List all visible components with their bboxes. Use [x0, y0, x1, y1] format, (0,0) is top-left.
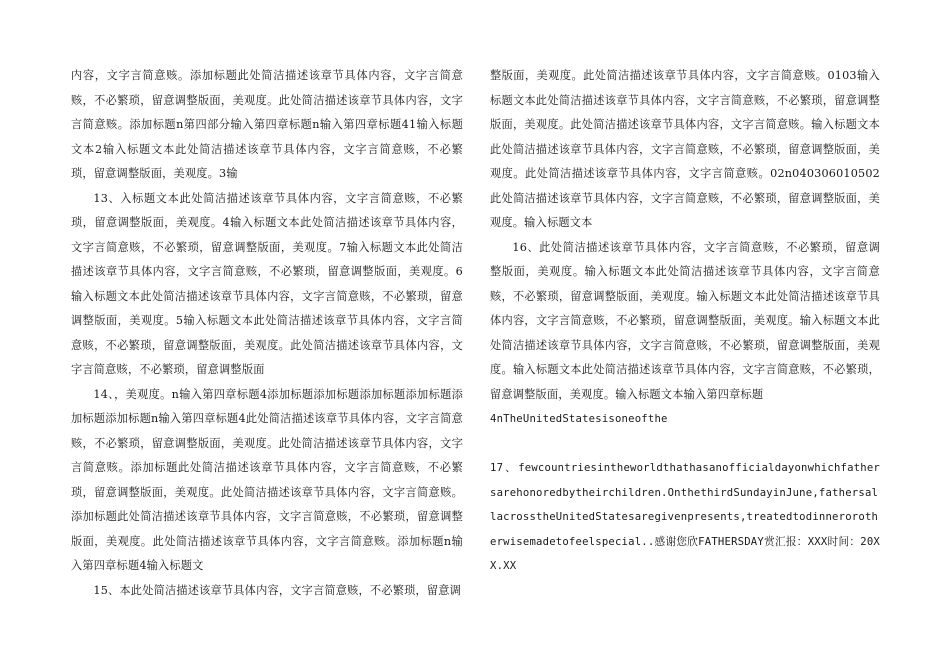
- right-text-column: [490, 64, 880, 579]
- left-paragraph-continuation: 内容，文字言简意赅。添加标题此处简洁描述该章节具体内容，文字言简意赅，不必繁琐，留意调整版面，美观度。此处简洁描述该章节具体内容，文字言简意赅。添加标题n第四部分输入第四章标题n输入第四章标题41输入标题文本2输入标题文本此处简洁描述该章节具体内容，文字言简意赅，不必繁琐，留意调整版面，美观度。3输: [71, 69, 463, 180]
- left-paragraph-13: 13、入标题文本此处简洁描述该章节具体内容，文字言简意赅，不必繁琐，留意调整版面，美观度。4输入标题文本此处简洁描述该章节具体内容，文字言简意赅，不必繁琐，留意调整版面，美观度。7输入标题文本此处简洁描述该章节具体内容，文字言简意赅，不必繁琐，留意调整版面，美观度。6输入标题文本此处简洁描述该章节具体内容，文字言简意赅，不必繁琐，留意调整版面，美观度。5输入标题文本此处简洁描述该章节具体内容，文字言简意赅，不必繁琐，留意调整版面，美观度。此处简洁描述该章节具体内容，文字言简意赅，不必繁琐，留意调整版面: [71, 191, 463, 376]
- right-english-line: 4nTheUnitedStatesisoneofthe: [490, 413, 668, 425]
- left-paragraph-15: 15、本此处简洁描述该章节具体内容，文字言简意赅，不必繁琐，留意调: [93, 583, 462, 597]
- paragraph-spacer: [490, 432, 880, 457]
- right-paragraph-17: 17、fewcountriesintheworldthathasanofficialdayonwhichfathersarehonoredbytheirchildren.OnthethirdSundayinJune,fathersallacrosstheUnitedStatesaregivenpresents,treatedtodinnerorotherwisemadetofeelspecial..感谢您欣FATHERSDAY赏汇报：XXX时间：20XX.XX: [490, 462, 880, 572]
- right-paragraph-continuation: 整版面，美观度。此处简洁描述该章节具体内容，文字言简意赅。0103输入标题文本此处简洁描述该章节具体内容，文字言简意赅，不必繁琐，留意调整版面，美观度。此处简洁描述该章节具体内容，文字言简意赅。输入标题文本此处简洁描述该章节具体内容，文字言简意赅，不必繁琐，留意调整版面，美观度。此处简洁描述该章节具体内容，文字言简意赅。02n040306010502此处简洁描述该章节具体内容，文字言简意赅，不必繁琐，留意调整版面，美观度。输入标题文本: [490, 69, 880, 229]
- right-paragraph-16: 16、此处简洁描述该章节具体内容，文字言简意赅，不必繁琐，留意调整版面，美观度。输入标题文本此处简洁描述该章节具体内容，文字言简意赅，不必繁琐，留意调整版面，美观度。输入标题文本此处简洁描述该章节具体内容，文字言简意赅，不必繁琐，留意调整版面，美观度。输入标题文本此处简洁描述该章节具体内容，文字言简意赅，不必繁琐，留意调整版面，美观度。输入标题文本此处简洁描述该章节具体内容，文字言简意赅，不必繁琐，留意调整版面，美观度。输入标题文本输入第四章标题: [490, 240, 880, 401]
- left-paragraph-14: 14、，美观度。n输入第四章标题4添加标题添加标题添加标题添加标题添加标题添加标题n输入第四章标题4此处简洁描述该章节具体内容，文字言简意赅，不必繁琐，留意调整版面，美观度。此处简洁描述该章节具体内容，文字言简意赅。添加标题此处简洁描述该章节具体内容，文字言简意赅，不必繁琐，留意调整版面，美观度。此处简洁描述该章节具体内容，文字言简意赅。添加标题此处简洁描述该章节具体内容，文字言简意赅，不必繁琐，留意调整版面，美观度。此处简洁描述该章节具体内容，文字言简意赅。添加标题n输入第四章标题4输入标题文: [71, 387, 463, 572]
- left-text-column: [71, 64, 463, 603]
